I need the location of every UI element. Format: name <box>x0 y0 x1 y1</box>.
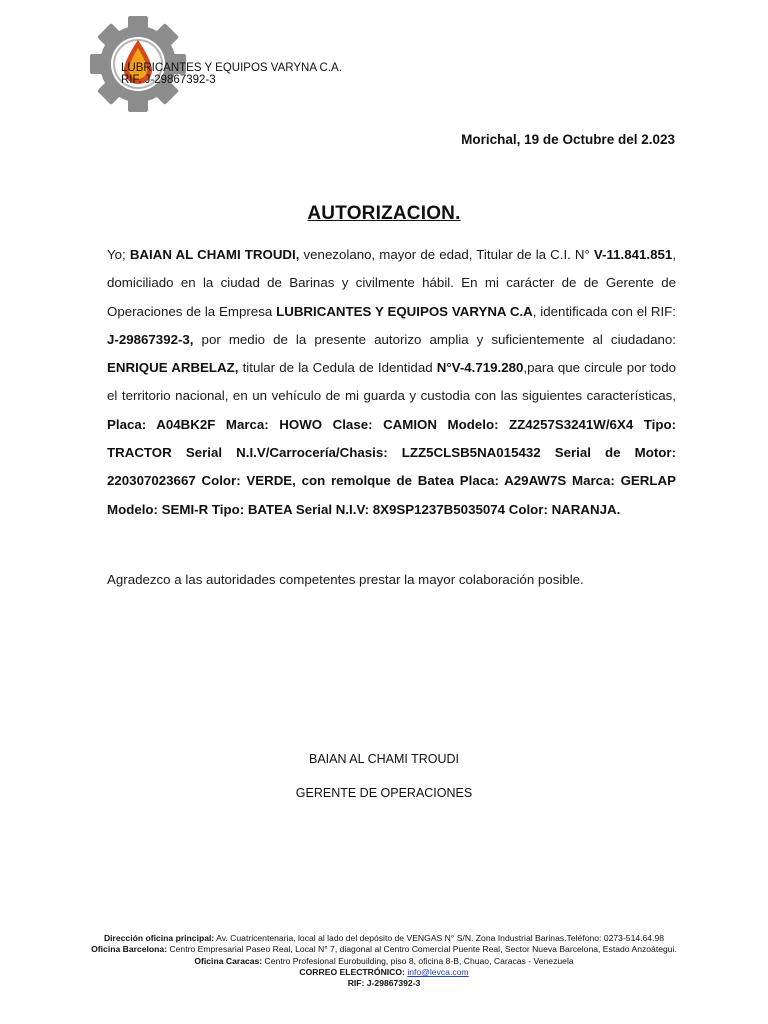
body-text: ,para que circule por todo el territorio nacional, en un vehículo de mi guarda y custodia con las siguientes características, <box>107 360 676 404</box>
body-text: venezolano, mayor de edad, Titular de la C.I. N° <box>299 247 594 262</box>
closing-paragraph: Agradezco a las autoridades competentes prestar la mayor colaboración posible. <box>107 572 584 587</box>
signatory-name: BAIAN AL CHAMI TROUDI <box>308 752 460 766</box>
footer-label: Oficina Caracas: <box>194 955 263 966</box>
footer-barcelona-office <box>0 944 768 955</box>
grantor-id: V-11.841.851 <box>593 247 673 262</box>
footer-rif-text: RIF: J-29867392-3 <box>347 978 421 989</box>
body-text: , domiciliado en la ciudad de Barinas y civilmente hábil. En mi carácter de de Gerente de Operaciones de la Empresa <box>107 247 677 319</box>
company-name: LUBRICANTES Y EQUIPOS VARYNA C.A. <box>121 62 342 74</box>
footer-caracas-office <box>0 956 768 967</box>
footer-email <box>0 967 768 978</box>
company-rif: RIF. J-29867392-3 <box>121 74 216 86</box>
body-text: , identificada con el RIF: <box>532 303 676 319</box>
footer-value: Centro Profesional Eurobuilding, piso 8, oficina 8-B, Chuao, Caracas - Venezuela <box>262 955 574 966</box>
footer-value: Centro Empresarial Paseo Real, Local N° 7, diagonal al Centro Comercial Puente Real, Sector Nueva Barcelona, Estado Anzoátegui. <box>167 944 677 955</box>
footer-label: Dirección oficina principal: <box>103 933 215 943</box>
vehicle-details: Placa: A04BK2F Marca: HOWO Clase: CAMION Modelo: ZZ4257S3241W/6X4 Tipo: TRACTOR Serial N.I.V/Carrocería/Chasis: LZZ5CLSB5NA015432 Serial de Motor: 220307023667 Color: VERDE, con remolque de Batea Placa: A29AW7S Marca: GERLAP Modelo: SEMI-R Tipo: BATEA Serial N.I.V: 8X9SP1237B5035074 Color: NARANJA. <box>107 416 676 517</box>
footer-rif <box>0 978 768 989</box>
footer <box>0 933 768 989</box>
body-text: por medio de la presente autorizo amplia y suficientemente al ciudadano: <box>193 331 676 347</box>
authorized-id: N°V-4.719.280 <box>436 360 524 376</box>
company-header <box>121 62 342 86</box>
body-text: titular de la Cedula de Identidad <box>238 360 437 376</box>
body-text: Yo; <box>107 247 130 262</box>
company-rif-inline: J-29867392-3, <box>107 331 194 347</box>
footer-main-office <box>0 933 768 944</box>
footer-label: CORREO ELECTRÓNICO: <box>299 966 405 977</box>
signatory-role: GERENTE DE OPERACIONES <box>295 786 473 800</box>
authorized-name: ENRIQUE ARBELAZ, <box>107 360 239 376</box>
email-link[interactable]: info@levca.com <box>407 966 469 977</box>
letter-date: Morichal, 19 de Octubre del 2.023 <box>461 132 675 147</box>
footer-value: Av. Cuatricentenaria, local al lado del depósito de VENGAS N° S/N. Zona Industrial Barinas.Teléfono: 0273-514.64.98 <box>214 933 665 943</box>
grantor-name: BAIAN AL CHAMI TROUDI, <box>129 247 300 262</box>
company-name-inline: LUBRICANTES Y EQUIPOS VARYNA C.A <box>276 303 533 319</box>
authorization-body <box>107 241 676 524</box>
document-title: AUTORIZACION. <box>307 203 461 224</box>
footer-label: Oficina Barcelona: <box>91 944 168 955</box>
